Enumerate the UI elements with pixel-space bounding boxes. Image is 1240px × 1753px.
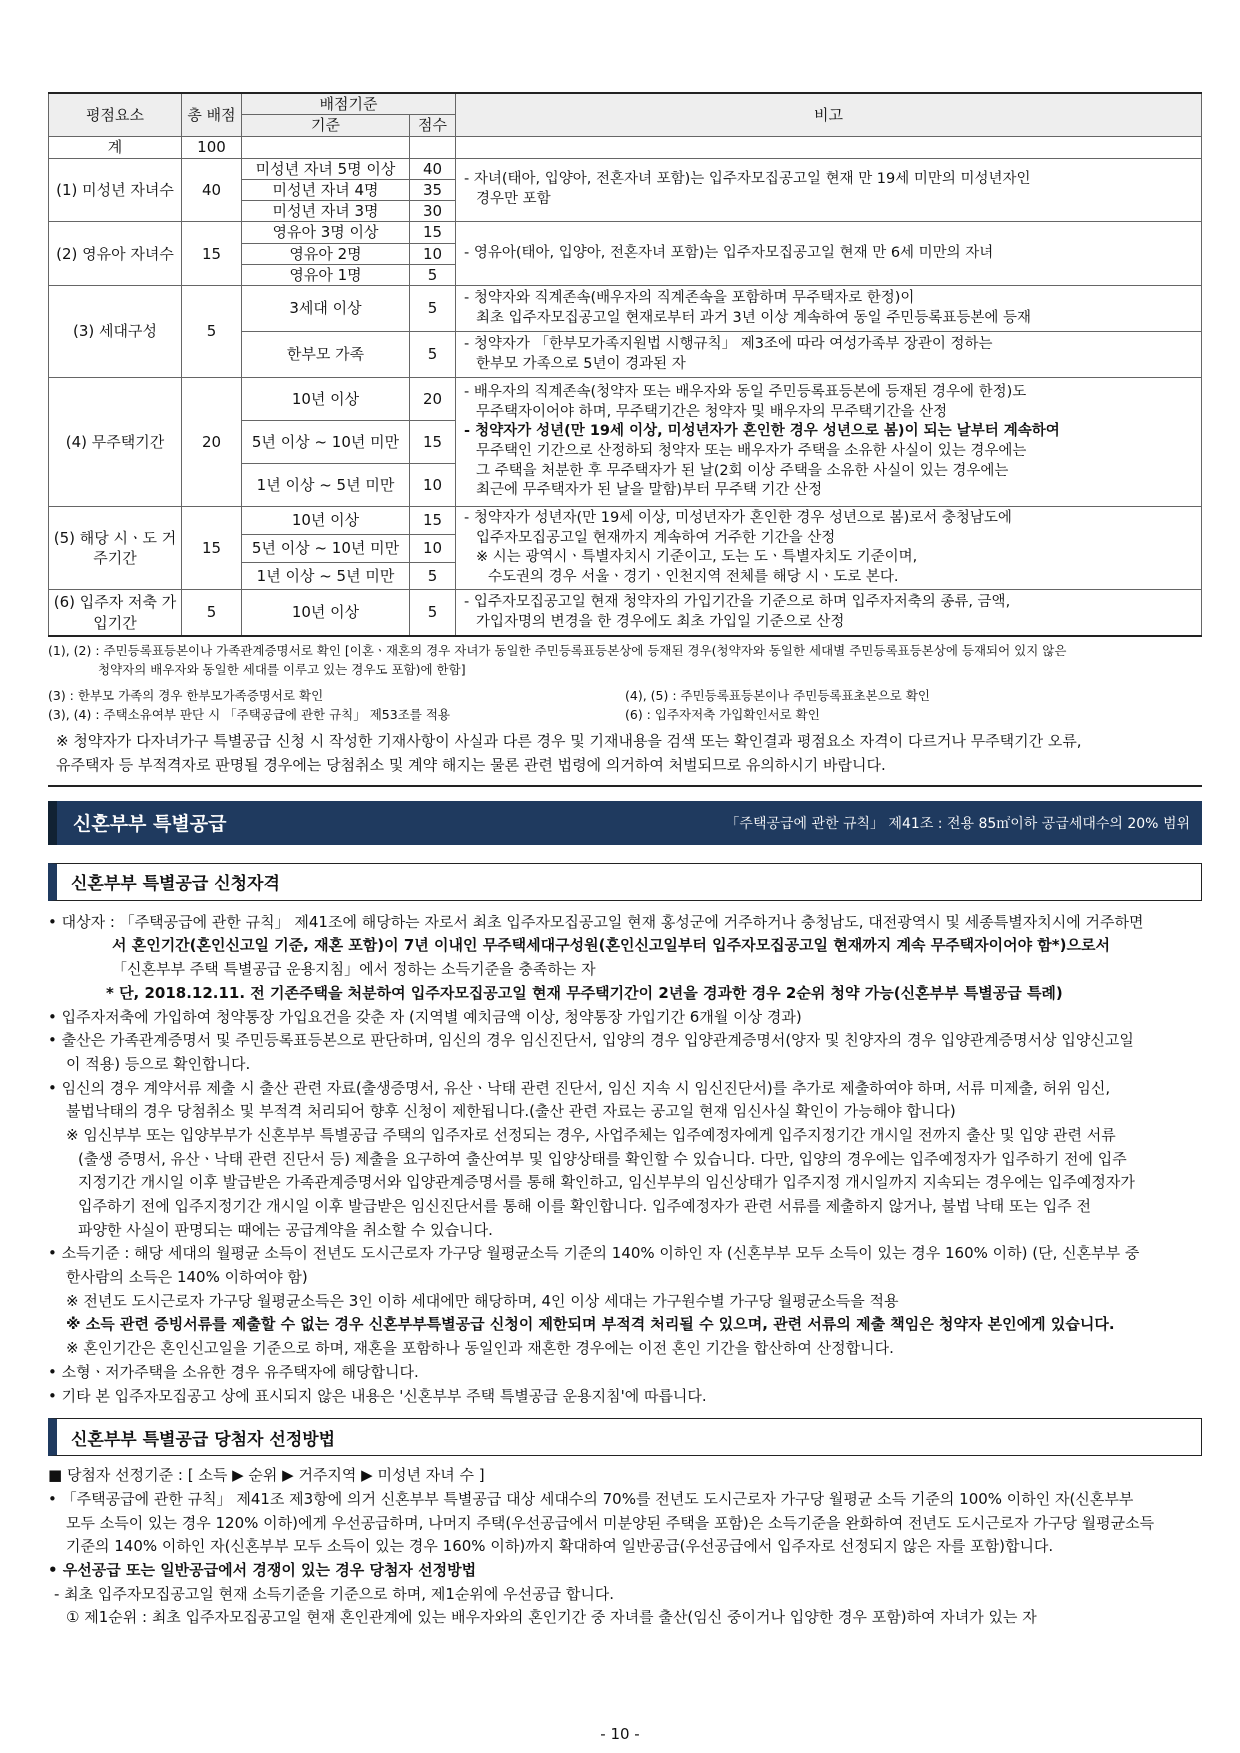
score-cell: 15 [410, 222, 456, 243]
criteria-cell: 5년 이상 ~ 10년 미만 [242, 534, 410, 562]
sum-label: 계 [49, 136, 182, 158]
header-remarks: 비고 [456, 93, 1202, 136]
banner-rule: 「주택공급에 관한 규칙」 제41조 : 전용 85㎡이하 공급세대수의 20% 범위 [725, 815, 1190, 832]
criteria-cell: 영유아 2명 [242, 243, 410, 264]
total-savings-period: 5 [182, 590, 242, 636]
score-cell: 5 [410, 264, 456, 285]
warning-note: ※ 청약자가 다자녀가구 특별공급 신청 시 작성한 기재사항이 사실과 다른 경우 및 기재내용을 검색 또는 확인결과 평점요소 자격이 다르거나 무주택기간 오류, 유주택자 등 부적격자로 판명될 경우에는 당첨취소 및 계약 해지는 물론 관련 법령에 의거하여 처벌되므로 유의하시기 바랍니다. [56, 732, 1082, 774]
factor-homeless-period: (4) 무주택기간 [49, 378, 182, 507]
table-footnotes: (1), (2) : 주민등록표등본이나 가족관계증명서로 확인 [이혼ㆍ재혼의 경우 자녀가 동일한 주민등록표등본상에 등재된 경우(청약자와 동일한 세대별 주민등록표등본상에 등재되어 있지 않은 청약자의 배우자와 동일한 세대를 이루고 있는 경우도 포함)에 한함] (3) : 한부모 가족의 경우 한부모가족증명서로 확인 (4), (5) : 주민등록표등본이나 주민등록표초본으로 확인 (3), (4) : 주택소유여부 판단 시 「주택공급에 관한 규칙」 제53조를 적용 (6) : 입주자저축 가입확인서로 확인 [48, 642, 1067, 722]
score-cell: 5 [410, 562, 456, 590]
header-total: 총 배점 [182, 93, 242, 136]
criteria-cell: 5년 이상 ~ 10년 미만 [242, 421, 410, 464]
score-cell: 10 [410, 534, 456, 562]
total-residence-period: 15 [182, 507, 242, 590]
total-homeless-period: 20 [182, 378, 242, 507]
section-banner [48, 801, 1202, 845]
factor-residence-period: (5) 해당 시ㆍ도 거주기간 [49, 507, 182, 590]
score-cell: 5 [410, 332, 456, 378]
criteria-cell: 한부모 가족 [242, 332, 410, 378]
page-number: - 10 - [600, 1725, 640, 1743]
criteria-cell: 미성년 자녀 5명 이상 [242, 158, 410, 179]
score-cell: 15 [410, 507, 456, 535]
score-cell: 20 [410, 378, 456, 421]
score-cell: 5 [410, 590, 456, 636]
eligibility-body: • 대상자 : 「주택공급에 관한 규칙」 제41조에 해당하는 자로서 최초 입주자모집공고일 현재 홍성군에 거주하거나 충청남도, 대전광역시 및 세종특별자치시에 거주하면 서 혼인기간(혼인신고일 기준, 재혼 포함)이 7년 이내인 무주택세대구성원(혼인신고일부터 입주자모집공고일 현재까지 계속 무주택자이어야 함*)으로서 「신혼부부 주택 특별공급 운용지침」에서 정하는 소득기준을 충족하는 자 * 단, 2018.12.11. 전 기존주택을 처분하여 입주자모집공고일 현재 무주택기간이 2년을 경과한 경우 2순위 청약 가능(신혼부부 특별공급 특례) • 입주자저축에 가입하여 청약통장 가입요건을 갖춘 자 (지역별 예치금액 이상, 청약통장 가입기간 6개월 이상 경과) • 출산은 가족관계증명서 및 주민등록표등본으로 판단하며, 임신의 경우 임신진단서, 입양의 경우 입양관계증명서(양자 및 친양자의 경우 입양관계증명서상 입양신고일 이 적용) 등으로 확인합니다. • 임신의 경우 계약서류 제출 시 출산 관련 자료(출생증명서, 유산ㆍ낙태 관련 진단서, 임신 지속 시 임신진단서)를 추가로 제출하여야 하며, 서류 미제출, 허위 임신, 불법낙태의 경우 당첨취소 및 부적격 처리되어 향후 신청이 제한됩니다.(출산 관련 자료는 공고일 현재 임신사실 확인이 가능해야 합니다) ※ 임신부부 또는 입양부부가 신혼부부 특별공급 주택의 입주자로 선정되는 경우, 사업주체는 입주예정자에게 입주지정기간 개시일 전까지 출산 및 입양 관련 서류 (출생 증명서, 유산ㆍ낙태 관련 진단서 등) 제출을 요구하여 출산여부 및 입양상태를 확인할 수 있습니다. 다만, 입양의 경우에는 입주예정자가 입주하기 전에 입주 지정기간 개시일 이후 발급받은 가족관계증명서와 입양관계증명서를 통해 확인하고, 임신부부의 임신상태가 입주지정 개시일까지 지속되는 경우에는 입주예정자가 입주하기 전에 입주지정기간 개시일 이후 발급받은 임신진단서를 통해 이를 확인합니다. 입주예정자가 관련 서류를 제출하지 않거나, 불법 낙태 또는 입주 전 파양한 사실이 판명되는 때에는 공급계약을 취소할 수 있습니다. • 소득기준 : 해당 세대의 월평균 소득이 전년도 도시근로자 가구당 월평균소득 기준의 140% 이하인 자 (신혼부부 모두 소득이 있는 경우 160% 이하) (단, 신혼부부 중 한사람의 소득은 140% 이하여야 함) ※ 전년도 도시근로자 가구당 월평균소득은 3인 이하 세대에만 해당하며, 4인 이상 세대는 가구원수별 가구당 월평균소득을 적용 ※ 소득 관련 증빙서류를 제출할 수 없는 경우 신혼부부특별공급 신청이 제한되며 부적격 처리될 수 있으며, 관련 서류의 제출 책임은 청약자 본인에게 있습니다. ※ 혼인기간은 혼인신고일을 기준으로 하며, 재혼을 포함하나 동일인과 재혼한 경우에는 이전 혼인 기간을 합산하여 산정합니다. • 소형ㆍ저가주택을 소유한 경우 유주택자에 해당합니다. • 기타 본 입주자모집공고 상에 표시되지 않은 내용은 '신혼부부 주택 특별공급 운용지침'에 따릅니다. [48, 912, 1144, 1405]
selection-body: ■ 당첨자 선정기준 : [ 소득 ▶ 순위 ▶ 거주지역 ▶ 미성년 자녀 수 ] • 「주택공급에 관한 규칙」 제41조 제3항에 의거 신혼부부 특별공급 대상 세대수의 70%를 전년도 도시근로자 가구당 월평균 소득 기준의 100% 이하인 자(신혼부부 모두 소득이 있는 경우 120% 이하)에게 우선공급하며, 나머지 주택(우선공급에서 미분양된 주택을 포함)은 소득기준을 완화하여 전년도 도시근로자 가구당 월평균소득 기준의 140% 이하인 자(신혼부부 모두 소득이 있는 경우 160% 이하)까지 확대하여 일반공급(우선공급에서 입주자로 선정되지 않은 자를 포함)합니다. • 우선공급 또는 일반공급에서 경쟁이 있는 경우 당첨자 선정방법 - 최초 입주자모집공고일 현재 소득기준을 기준으로 하며, 제1순위에 우선공급 합니다. ① 제1순위 : 최초 입주자모집공고일 현재 혼인관계에 있는 배우자와의 혼인기간 중 자녀를 출산(임신 중이거나 입양한 경우 포함)하여 자녀가 있는 자 [48, 1466, 1155, 1627]
remarks-cell: - 영유아(태아, 입양아, 전혼자녀 포함)는 입주자모집공고일 현재 만 6세 미만의 자녀 [456, 222, 1202, 286]
divider [48, 785, 1202, 787]
score-cell: 30 [410, 201, 456, 222]
criteria-cell: 영유아 1명 [242, 264, 410, 285]
remarks-cell: - 청약자와 직계존속(배우자의 직계존속을 포함하며 무주택자로 한정)이 최초 입주자모집공고일 현재로부터 과거 3년 이상 계속하여 동일 주민등록표등본에 등재 [456, 286, 1202, 332]
page-content [48, 92, 1202, 1630]
remarks-cell: - 청약자가 성년자(만 19세 이상, 미성년자가 혼인한 경우 성년으로 봄)로서 충청남도에 입주자모집공고일 현재까지 계속하여 거주한 기간을 산정 ※ 시는 광역시ㆍ특별자치시 기준이고, 도는 도ㆍ특별자치도 기준이며, 수도권의 경우 서울ㆍ경기ㆍ인천지역 전체를 해당 시ㆍ도로 본다. [456, 507, 1202, 590]
banner-title: 신혼부부 특별공급 [73, 813, 227, 836]
criteria-cell: 1년 이상 ~ 5년 미만 [242, 562, 410, 590]
criteria-cell: 3세대 이상 [242, 286, 410, 332]
remarks-cell: - 배우자의 직계존속(청약자 또는 배우자와 동일 주민등록표등본에 등재된 경우에 한정)도 무주택자이어야 하며, 무주택기간은 청약자 및 배우자의 무주택기간을 산정 - 청약자가 성년(만 19세 이상, 미성년자가 혼인한 경우 성년으로 봄)이 되는 날부터 계속하여 무주택인 기간으로 산정하되 청약자 또는 배우자가 주택을 소유한 사실이 있는 경우에는 그 주택을 처분한 후 무주택자가 된 날(2회 이상 주택을 소유한 사실이 있는 경우에는 최근에 무주택자가 된 날을 말함)부터 무주택 기간 산정 [456, 378, 1202, 507]
factor-savings-period: (6) 입주자 저축 가입기간 [49, 590, 182, 636]
header-criteria: 기준 [242, 115, 410, 136]
criteria-cell: 10년 이상 [242, 378, 410, 421]
factor-minor-children: (1) 미성년 자녀수 [49, 158, 182, 222]
total-household: 5 [182, 286, 242, 378]
total-infant-children: 15 [182, 222, 242, 286]
criteria-cell: 영유아 3명 이상 [242, 222, 410, 243]
remarks-cell: - 청약자가 「한부모가족지원법 시행규칙」 제3조에 따라 여성가족부 장관이 정하는 한부모 가족으로 5년이 경과된 자 [456, 332, 1202, 378]
criteria-cell: 미성년 자녀 3명 [242, 201, 410, 222]
header-factor: 평점요소 [49, 93, 182, 136]
subsection-header-selection: 신혼부부 특별공급 당첨자 선정방법 [48, 1418, 1202, 1456]
factor-infant-children: (2) 영유아 자녀수 [49, 222, 182, 286]
remarks-cell: - 입주자모집공고일 현재 청약자의 가입기간을 기준으로 하며 입주자저축의 종류, 금액, 가입자명의 변경을 한 경우에도 최초 가입일 기준으로 산정 [456, 590, 1202, 636]
criteria-cell: 10년 이상 [242, 590, 410, 636]
scoring-table [48, 92, 1202, 637]
criteria-cell: 1년 이상 ~ 5년 미만 [242, 464, 410, 507]
score-cell: 10 [410, 243, 456, 264]
sum-total: 100 [182, 136, 242, 158]
header-criteria-group: 배점기준 [242, 93, 456, 115]
score-cell: 15 [410, 421, 456, 464]
criteria-cell: 미성년 자녀 4명 [242, 179, 410, 200]
subsection-header-eligibility: 신혼부부 특별공급 신청자격 [48, 863, 1202, 901]
remarks-cell: - 자녀(태아, 입양아, 전혼자녀 포함)는 입주자모집공고일 현재 만 19세 미만의 미성년자인 경우만 포함 [456, 158, 1202, 222]
score-cell: 5 [410, 286, 456, 332]
score-cell: 35 [410, 179, 456, 200]
score-cell: 40 [410, 158, 456, 179]
factor-household: (3) 세대구성 [49, 286, 182, 378]
total-minor-children: 40 [182, 158, 242, 222]
criteria-cell: 10년 이상 [242, 507, 410, 535]
header-score: 점수 [410, 115, 456, 136]
score-cell: 10 [410, 464, 456, 507]
